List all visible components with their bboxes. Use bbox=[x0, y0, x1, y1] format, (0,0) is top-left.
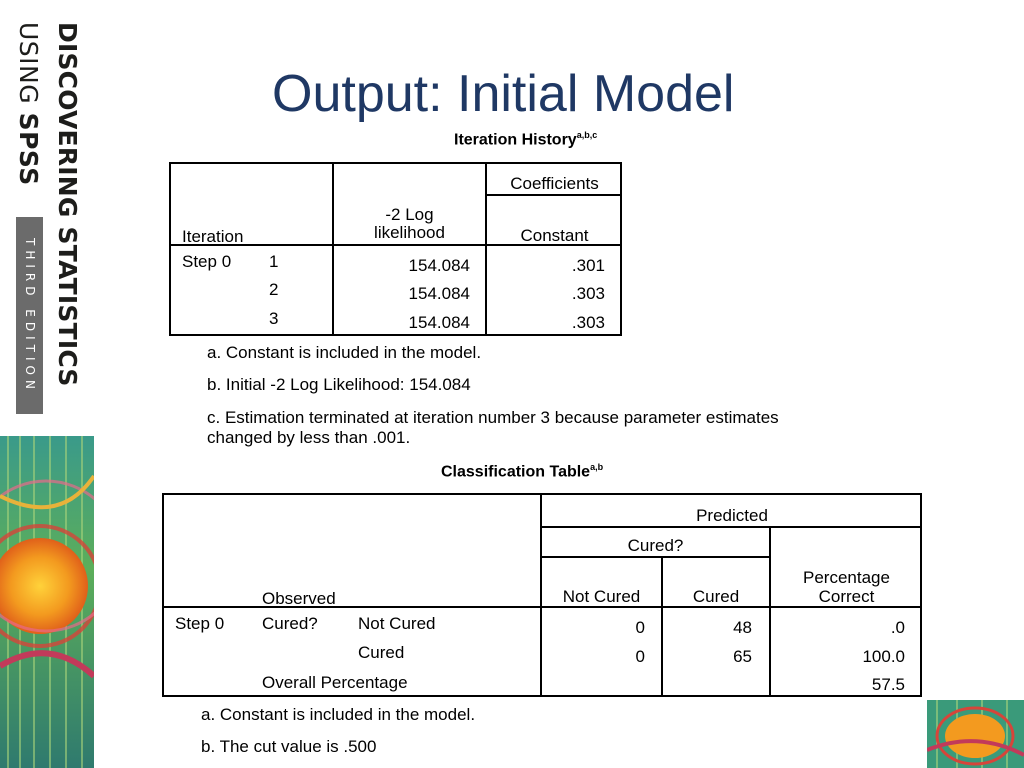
header-predicted: Predicted bbox=[696, 506, 768, 525]
table-row-not-cured: 0 bbox=[635, 618, 645, 637]
header-log-likelihood bbox=[334, 206, 485, 242]
classification-table-title-text: Classification Table bbox=[441, 463, 591, 481]
row-step-label: Step 0 bbox=[175, 614, 225, 633]
brand-spss: SPSS bbox=[14, 112, 43, 186]
row-overall-label: Overall Percentage bbox=[262, 673, 408, 692]
header-log-likelihood-line1: -2 Log bbox=[385, 205, 434, 224]
header-log-likelihood-line2: likelihood bbox=[374, 223, 445, 242]
table-row-not-cured: 0 bbox=[635, 647, 645, 666]
iteration-history-title bbox=[454, 130, 597, 149]
brand-using: USING bbox=[14, 22, 43, 105]
iteration-footnote-b: b. Initial -2 Log Likelihood: 154.084 bbox=[207, 375, 471, 394]
classification-table bbox=[162, 493, 922, 697]
table-row-constant: .303 bbox=[571, 313, 605, 332]
header-constant: Constant bbox=[520, 226, 589, 245]
header-not-cured: Not Cured bbox=[562, 587, 641, 606]
table-row-cured: 65 bbox=[733, 647, 752, 666]
classification-table-title-sup: a,b bbox=[590, 462, 604, 472]
brand-using-spss bbox=[14, 22, 42, 186]
header-pct-line2: Correct bbox=[818, 587, 875, 606]
iteration-footnote-c2: changed by less than .001. bbox=[207, 428, 411, 447]
classification-footnote-b: b. The cut value is .500 bbox=[201, 737, 377, 756]
iteration-history-title-text: Iteration History bbox=[454, 131, 577, 149]
brand-edition: THIRD EDITION bbox=[16, 217, 43, 414]
table-row-iter: 1 bbox=[269, 252, 279, 271]
table-row-ll: 154.084 bbox=[408, 284, 470, 303]
table-row-label: Cured bbox=[358, 643, 405, 662]
header-observed: Observed bbox=[262, 589, 336, 608]
classification-footnote-a: a. Constant is included in the model. bbox=[201, 705, 476, 724]
header-cured-question: Cured? bbox=[627, 536, 684, 555]
row-overall-pct: 57.5 bbox=[871, 675, 905, 694]
book-branding bbox=[0, 0, 96, 420]
header-iteration: Iteration bbox=[182, 227, 244, 246]
table-row-label: Not Cured bbox=[358, 614, 436, 633]
table-divider bbox=[487, 194, 622, 196]
decorative-artwork-left bbox=[0, 436, 94, 768]
header-percentage-correct bbox=[771, 568, 922, 606]
table-row-ll: 154.084 bbox=[408, 313, 470, 332]
iteration-footnote-c1: c. Estimation terminated at iteration number 3 because parameter estimates bbox=[207, 408, 779, 427]
table-row-cured: 48 bbox=[733, 618, 752, 637]
classification-table-title bbox=[441, 462, 603, 481]
table-divider bbox=[542, 526, 922, 528]
row-step-label: Step 0 bbox=[182, 252, 232, 271]
table-row-constant: .301 bbox=[571, 256, 605, 275]
slide-title: Output: Initial Model bbox=[272, 65, 735, 123]
iteration-footnote-a: a. Constant is included in the model. bbox=[207, 343, 482, 362]
brand-discovering-statistics: DISCOVERING STATISTICS bbox=[53, 22, 82, 387]
header-cured: Cured bbox=[692, 587, 740, 606]
table-row-iter: 3 bbox=[269, 309, 279, 328]
header-coefficients: Coefficients bbox=[510, 174, 599, 193]
table-divider bbox=[332, 164, 334, 336]
table-row-ll: 154.084 bbox=[408, 256, 470, 275]
table-divider bbox=[769, 527, 771, 697]
iteration-history-table bbox=[169, 162, 622, 336]
table-row-pct: .0 bbox=[890, 618, 905, 637]
iteration-history-title-sup: a,b,c bbox=[576, 130, 598, 140]
decorative-artwork-right bbox=[927, 700, 1024, 768]
row-variable-label: Cured? bbox=[262, 614, 318, 633]
table-divider bbox=[542, 556, 769, 558]
table-row-pct: 100.0 bbox=[862, 647, 905, 666]
table-row-iter: 2 bbox=[269, 280, 279, 299]
table-row-constant: .303 bbox=[571, 284, 605, 303]
header-pct-line1: Percentage bbox=[803, 568, 890, 587]
